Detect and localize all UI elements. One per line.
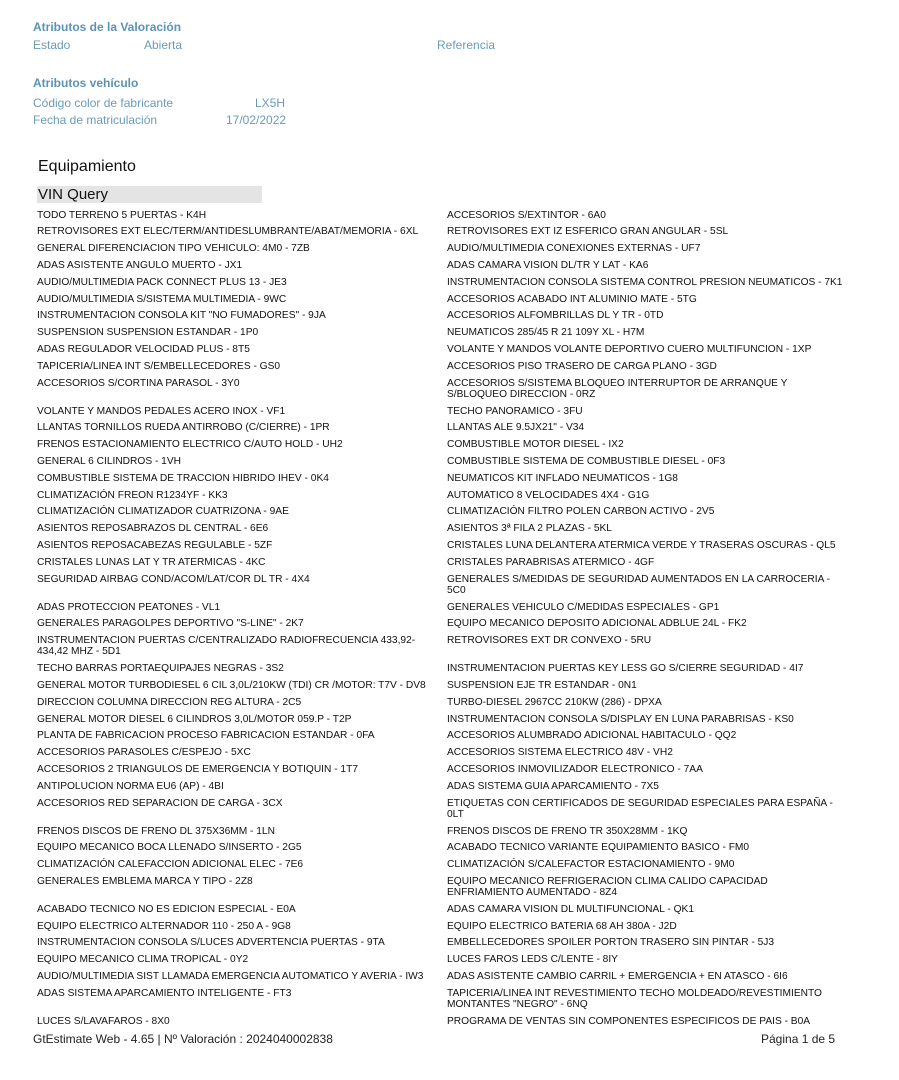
equipment-item-right: SUSPENSION EJE TR ESTANDAR - 0N1 xyxy=(447,679,637,691)
equipment-item-left: GENERAL MOTOR DIESEL 6 CILINDROS 3,0L/MOTOR 059.P - T2P xyxy=(37,713,352,725)
equipment-item-left: ACCESORIOS RED SEPARACION DE CARGA - 3CX xyxy=(37,797,283,809)
equipment-item-left: ADAS REGULADOR VELOCIDAD PLUS - 8T5 xyxy=(37,343,250,355)
equipment-item-left: EQUIPO MECANICO BOCA LLENADO S/INSERTO - 2G5 xyxy=(37,842,302,854)
equipment-item-left: ASIENTOS REPOSABRAZOS DL CENTRAL - 6E6 xyxy=(37,523,269,535)
equipment-item-right: PROGRAMA DE VENTAS SIN COMPONENTES ESPECIFICOS DE PAIS - B0A xyxy=(447,1015,811,1027)
equipment-item-right: EQUIPO MECANICO DEPOSITO ADICIONAL ADBLUE 24L - FK2 xyxy=(447,618,747,630)
equipment-item-left: ACCESORIOS PARASOLES C/ESPEJO - 5XC xyxy=(37,747,251,759)
color-label: Código color de fabricante xyxy=(33,96,174,110)
equipment-item-left: LUCES S/LAVAFAROS - 8X0 xyxy=(37,1015,170,1027)
equipment-item-left: TAPICERIA/LINEA INT S/EMBELLECEDORES - GS0 xyxy=(37,360,281,372)
equipment-item-right: COMBUSTIBLE MOTOR DIESEL - IX2 xyxy=(447,439,624,451)
equipment-item-left: FRENOS DISCOS DE FRENO DL 375X36MM - 1LN xyxy=(37,825,275,837)
equipment-item-right: ADAS ASISTENTE CAMBIO CARRIL + EMERGENCIA + EN ATASCO - 6I6 xyxy=(447,971,788,983)
equipment-item-right: EMBELLECEDORES SPOILER PORTON TRASERO SIN PINTAR - 5J3 xyxy=(447,937,775,949)
equipment-item-left: ACCESORIOS 2 TRIANGULOS DE EMERGENCIA Y BOTIQUIN - 1T7 xyxy=(37,763,358,775)
equipment-item-right: ASIENTOS 3ª FILA 2 PLAZAS - 5KL xyxy=(447,523,612,535)
equipment-item-right: CRISTALES PARABRISAS ATERMICO - 4GF xyxy=(447,556,655,568)
equipment-item-right: NEUMATICOS KIT INFLADO NEUMATICOS - 1G8 xyxy=(447,472,678,484)
fecha-value: 17/02/2022 xyxy=(226,113,287,127)
equipment-item-left: PLANTA DE FABRICACION PROCESO FABRICACION ESTANDAR - 0FA xyxy=(37,730,375,742)
equipment-item-right: LUCES FAROS LEDS C/LENTE - 8IY xyxy=(447,954,618,966)
equipment-item-right: ADAS SISTEMA GUIA APARCAMIENTO - 7X5 xyxy=(447,780,659,792)
equipment-item-right: EQUIPO ELECTRICO BATERIA 68 AH 380A - J2D xyxy=(447,920,677,932)
equipment-item-right: CLIMATIZACIÓN FILTRO POLEN CARBON ACTIVO - 2V5 xyxy=(447,506,715,518)
equipment-item-right: FRENOS DISCOS DE FRENO TR 350X28MM - 1KQ xyxy=(447,825,688,837)
equipment-item-right: ACCESORIOS ALUMBRADO ADICIONAL HABITACULO - QQ2 xyxy=(447,730,737,742)
equipment-item-right: RETROVISORES EXT IZ ESFERICO GRAN ANGULAR - 5SL xyxy=(447,226,729,238)
vin-query-title: VIN Query xyxy=(38,186,109,203)
equipment-item-left: GENERAL 6 CILINDROS - 1VH xyxy=(37,455,181,467)
equipment-item-left: SEGURIDAD AIRBAG COND/ACOM/LAT/COR DL TR - 4X4 xyxy=(37,573,310,585)
estado-value: Abierta xyxy=(144,38,183,52)
equipment-item-left: CRISTALES LUNAS LAT Y TR ATERMICAS - 4KC xyxy=(37,556,266,568)
equipment-item-right: ETIQUETAS CON CERTIFICADOS DE SEGURIDAD ESPECIALES PARA ESPAÑA - 0LT xyxy=(447,797,833,820)
equipment-item-left: GENERALES PARAGOLPES DEPORTIVO "S-LINE" - 2K7 xyxy=(37,618,304,630)
equipment-item-left: TECHO BARRAS PORTAEQUIPAJES NEGRAS - 3S2 xyxy=(37,663,284,675)
equipment-item-left: GENERAL MOTOR TURBODIESEL 6 CIL 3,0L/210KW (TDI) CR /MOTOR: T7V - DV8 xyxy=(37,679,426,691)
equipment-item-left: ACABADO TECNICO NO ES EDICION ESPECIAL - E0A xyxy=(37,903,296,915)
equipment-item-right: RETROVISORES EXT DR CONVEXO - 5RU xyxy=(447,635,652,647)
equipment-item-right: AUDIO/MULTIMEDIA CONEXIONES EXTERNAS - UF7 xyxy=(447,243,701,255)
equipment-item-right: ACABADO TECNICO VARIANTE EQUIPAMIENTO BASICO - FM0 xyxy=(447,842,750,854)
equipment-item-left: INSTRUMENTACION CONSOLA S/LUCES ADVERTENCIA PUERTAS - 9TA xyxy=(37,937,385,949)
equipment-item-left: LLANTAS TORNILLOS RUEDA ANTIRROBO (C/CIERRE) - 1PR xyxy=(37,422,330,434)
equipment-item-right: NEUMATICOS 285/45 R 21 109Y XL - H7M xyxy=(447,327,645,339)
equipment-item-right: CRISTALES LUNA DELANTERA ATERMICA VERDE Y TRASERAS OSCURAS - QL5 xyxy=(447,539,836,551)
equipment-item-right: LLANTAS ALE 9.5JX21" - V34 xyxy=(447,422,585,434)
valoracion-title: Atributos de la Valoración xyxy=(33,20,182,34)
equipment-item-left: CLIMATIZACIÓN CALEFACCION ADICIONAL ELEC - 7E6 xyxy=(37,859,304,871)
equipment-item-left: ANTIPOLUCION NORMA EU6 (AP) - 4BI xyxy=(37,780,224,792)
equipment-item-left: RETROVISORES EXT ELEC/TERM/ANTIDESLUMBRANTE/ABAT/MEMORIA - 6XL xyxy=(37,226,419,238)
equipment-item-left: ADAS SISTEMA APARCAMIENTO INTELIGENTE - FT3 xyxy=(37,987,292,999)
equipment-item-right: AUTOMATICO 8 VELOCIDADES 4X4 - G1G xyxy=(447,489,650,501)
equipment-item-right: ACCESORIOS S/SISTEMA BLOQUEO INTERRUPTOR DE ARRANQUE Y S/BLOQUEO DIRECCION - 0RZ xyxy=(447,377,788,400)
equipment-item-left: CLIMATIZACIÓN FREON R1234YF - KK3 xyxy=(37,489,228,501)
equipment-item-right: TURBO-DIESEL 2967CC 210KW (286) - DPXA xyxy=(447,696,662,708)
equipment-list xyxy=(37,207,867,1030)
equipment-item-right: ADAS CAMARA VISION DL/TR Y LAT - KA6 xyxy=(447,259,649,271)
equipment-item-right: INSTRUMENTACION CONSOLA S/DISPLAY EN LUNA PARABRISAS - KS0 xyxy=(447,713,794,725)
equipment-item-right: INSTRUMENTACION CONSOLA SISTEMA CONTROL PRESION NEUMATICOS - 7K1 xyxy=(447,276,843,288)
page-number: Página 1 de 5 xyxy=(761,1032,836,1046)
equipment-item-left: ADAS ASISTENTE ANGULO MUERTO - JX1 xyxy=(37,259,243,271)
equipment-item-right: TAPICERIA/LINEA INT REVESTIMIENTO TECHO MOLDEADO/REVESTIMIENTO MONTANTES "NEGRO" - 6NQ xyxy=(447,987,822,1011)
equipment-item-left: INSTRUMENTACION CONSOLA KIT "NO FUMADORES" - 9JA xyxy=(37,310,326,322)
equipment-item-right: VOLANTE Y MANDOS VOLANTE DEPORTIVO CUERO MULTIFUNCION - 1XP xyxy=(447,343,812,355)
equipment-item-left: FRENOS ESTACIONAMIENTO ELECTRICO C/AUTO HOLD - UH2 xyxy=(37,439,343,451)
equipment-item-left: EQUIPO ELECTRICO ALTERNADOR 110 - 250 A - 9G8 xyxy=(37,920,291,932)
equipment-item-left: INSTRUMENTACION PUERTAS C/CENTRALIZADO RADIOFRECUENCIA 433,92- 434,42 MHZ - 5D1 xyxy=(37,635,416,658)
equipment-item-left: DIRECCION COLUMNA DIRECCION REG ALTURA - 2C5 xyxy=(37,696,302,708)
equipment-item-right: ACCESORIOS ACABADO INT ALUMINIO MATE - 5TG xyxy=(447,293,697,305)
equipment-item-right: ACCESORIOS PISO TRASERO DE CARGA PLANO - 3GD xyxy=(447,360,717,372)
equipment-item-right: ACCESORIOS ALFOMBRILLAS DL Y TR - 0TD xyxy=(447,310,664,322)
equipment-item-left: COMBUSTIBLE SISTEMA DE TRACCION HIBRIDO IHEV - 0K4 xyxy=(37,472,329,484)
equipment-item-left: ACCESORIOS S/CORTINA PARASOL - 3Y0 xyxy=(37,377,240,389)
equipment-item-left: EQUIPO MECANICO CLIMA TROPICAL - 0Y2 xyxy=(37,954,249,966)
equipamiento-title: Equipamiento xyxy=(38,158,136,175)
equipment-item-right: GENERALES VEHICULO C/MEDIDAS ESPECIALES - GP1 xyxy=(447,601,720,613)
equipment-item-left: AUDIO/MULTIMEDIA PACK CONNECT PLUS 13 - JE3 xyxy=(37,276,287,288)
fecha-label: Fecha de matriculación xyxy=(33,113,158,127)
equipment-item-right: EQUIPO MECANICO REFRIGERACION CLIMA CALIDO CAPACIDAD ENFRIAMIENTO AUMENTADO - 8Z4 xyxy=(447,875,768,899)
equipment-item-left: GENERALES EMBLEMA MARCA Y TIPO - 2Z8 xyxy=(37,875,253,887)
color-value: LX5H xyxy=(255,96,286,110)
equipment-item-left: CLIMATIZACIÓN CLIMATIZADOR CUATRIZONA - 9AE xyxy=(37,506,289,518)
equipment-item-left: ADAS PROTECCION PEATONES - VL1 xyxy=(37,601,221,613)
equipment-item-left: VOLANTE Y MANDOS PEDALES ACERO INOX - VF1 xyxy=(37,405,286,417)
vehiculo-title: Atributos vehículo xyxy=(33,76,139,90)
equipment-item-right: COMBUSTIBLE SISTEMA DE COMBUSTIBLE DIESEL - 0F3 xyxy=(447,455,726,467)
equipment-item-right: INSTRUMENTACION PUERTAS KEY LESS GO S/CIERRE SEGURIDAD - 4I7 xyxy=(447,663,804,675)
equipment-item-left: AUDIO/MULTIMEDIA S/SISTEMA MULTIMEDIA - 9WC xyxy=(37,293,287,305)
equipment-item-left: TODO TERRENO 5 PUERTAS - K4H xyxy=(37,209,207,221)
footer-info: GtEstimate Web - 4.65 | Nº Valoración : 2024040002838 xyxy=(33,1032,333,1046)
equipment-item-right: ACCESORIOS SISTEMA ELECTRICO 48V - VH2 xyxy=(447,747,673,759)
equipment-item-right: GENERALES S/MEDIDAS DE SEGURIDAD AUMENTADOS EN LA CARROCERIA - 5C0 xyxy=(447,573,831,596)
equipment-item-right: ACCESORIOS INMOVILIZADOR ELECTRONICO - 7AA xyxy=(447,763,703,775)
equipment-item-right: TECHO PANORAMICO - 3FU xyxy=(447,405,583,417)
equipment-item-right: ADAS CAMARA VISION DL MULTIFUNCIONAL - QK1 xyxy=(447,903,694,915)
estado-label: Estado xyxy=(33,38,71,52)
equipment-item-right: CLIMATIZACIÓN S/CALEFACTOR ESTACIONAMIENTO - 9M0 xyxy=(447,859,735,871)
equipment-item-left: SUSPENSION SUSPENSION ESTANDAR - 1P0 xyxy=(37,327,259,339)
referencia-label: Referencia xyxy=(437,38,496,52)
equipment-item-left: GENERAL DIFERENCIACION TIPO VEHICULO: 4M0 - 7ZB xyxy=(37,243,310,255)
equipment-item-left: AUDIO/MULTIMEDIA SIST LLAMADA EMERGENCIA AUTOMATICO Y AVERIA - IW3 xyxy=(37,971,424,983)
equipment-item-right: ACCESORIOS S/EXTINTOR - 6A0 xyxy=(447,209,606,221)
equipment-item-left: ASIENTOS REPOSACABEZAS REGULABLE - 5ZF xyxy=(37,539,273,551)
